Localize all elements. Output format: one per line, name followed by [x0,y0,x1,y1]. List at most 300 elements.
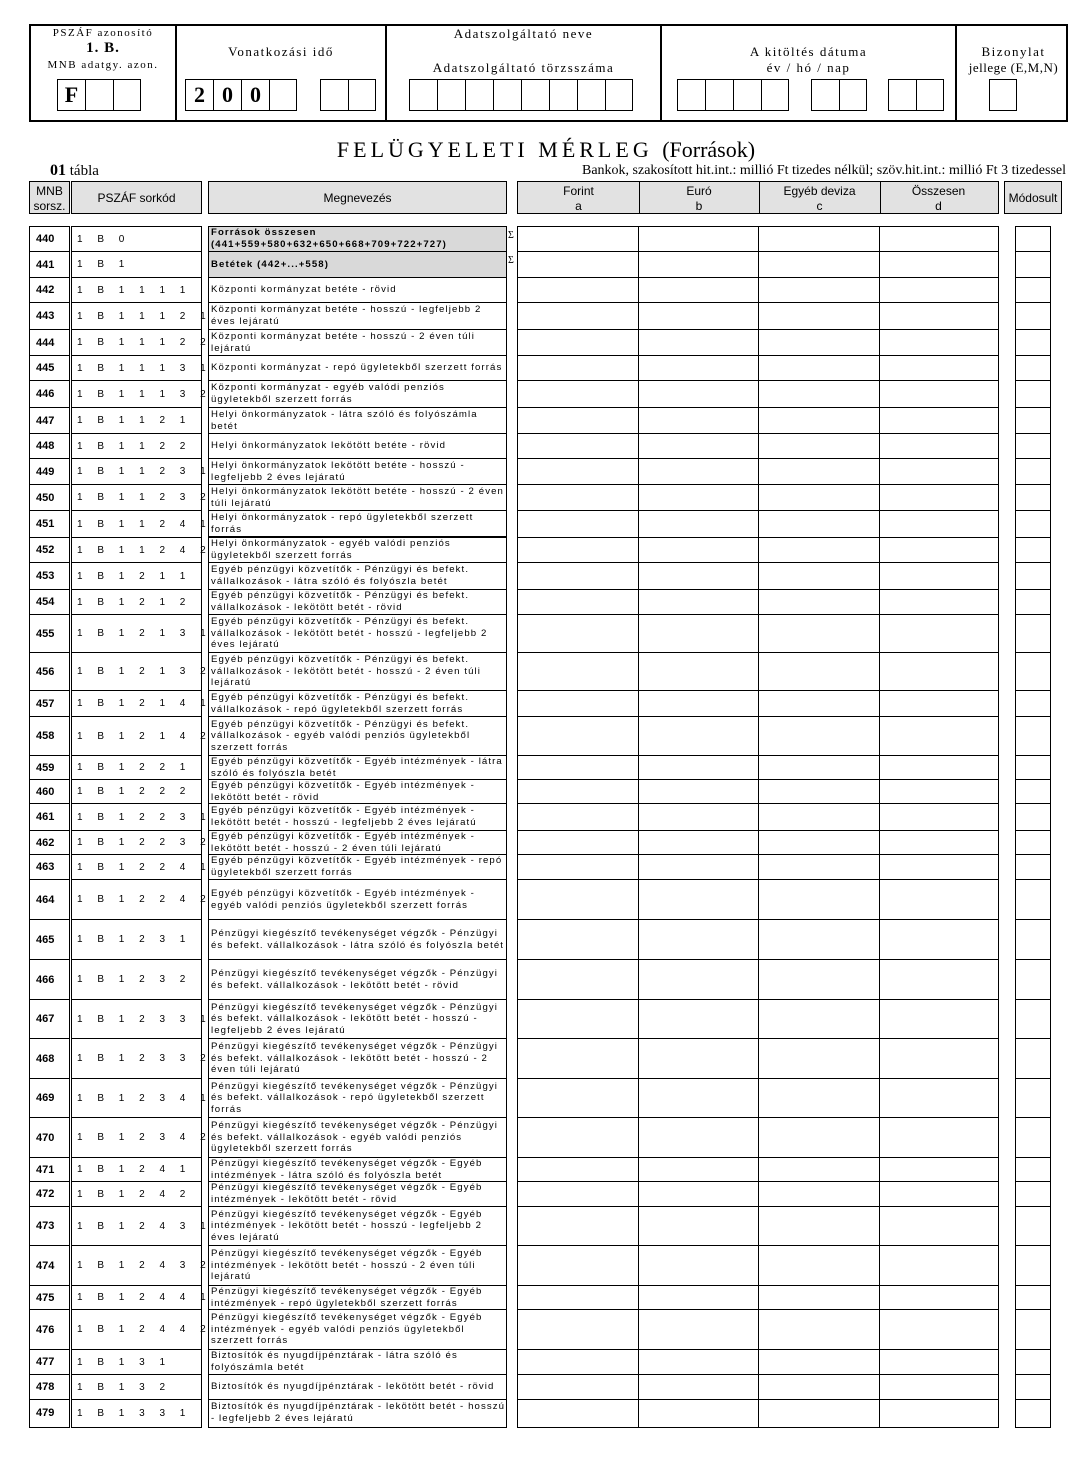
value-row[interactable] [518,563,998,590]
row-mnb [30,356,69,381]
value-row[interactable] [518,590,998,615]
col-megnevezes-label: Megnevezés [323,191,392,205]
megnevezes-text: Pénzügyi kiegészítő tevékenységet végzők - Pénzügyi és befekt. vállalkozások - egyéb valódi penziós ügyletekből szerzett forrás [211,1120,499,1155]
row-mnb [30,590,69,615]
col-pszaf-label: PSZÁF sorkód [97,191,176,205]
row-code [72,1039,212,1079]
mnb-sorsz: 440 [36,233,55,245]
megnevezes-text: Pénzügyi kiegészítő tevékenységet végzők - Egyéb intézmények - lekötött betét - hosszú - legfeljebb 2 éves lejáratú [211,1208,483,1243]
modosult-cell[interactable] [1016,1118,1050,1158]
row-name [209,459,506,485]
torzsszam-cell[interactable] [605,79,633,111]
row-mnb [30,1039,69,1079]
row-name [209,756,506,780]
row-code [72,356,212,381]
megnevezes-text: Egyéb pénzügyi közvetítők - Egyéb intézmények - lekötött betét - hosszú - 2 éven túli lejáratú [211,831,475,854]
col-header-megnevezes [208,181,507,214]
adatszolgaltato-neve-label: Adatszolgáltató neve [453,26,594,41]
pszaf-sorkod: 1 B 1 1 2 3 2 [77,492,212,503]
value-row[interactable] [518,960,998,1000]
megnevezes-text: Helyi önkormányzatok - egyéb valódi penziós ügyletekből szerzett forrás [211,538,451,561]
row-name [209,538,506,563]
mnb-sorsz: 465 [36,933,55,946]
mnb-sorsz: 472 [36,1188,55,1200]
row-name [209,590,506,615]
pszaf-sorkod: 1 B 1 2 1 2 [77,596,192,608]
nap-cell[interactable] [888,79,916,111]
mnb-sorsz: 450 [36,491,55,504]
modosult-cell[interactable] [1016,1158,1050,1182]
torzsszam-cell[interactable] [409,79,437,111]
modosult-cell[interactable] [1016,538,1050,563]
pszaf-sorkod: 1 B 1 2 4 1 [77,1164,192,1175]
row-name [209,1079,506,1118]
torzsszam-cells [409,79,633,111]
mnb-sorsz: 461 [36,811,55,823]
megnevezes-text: Pénzügyi kiegészítő tevékenységet végzők - Pénzügyi és befekt. vállalkozások - látra szóló és folyószla betét [211,927,505,951]
megnevezes-text: Pénzügyi kiegészítő tevékenységet végzők - Egyéb intézmények - lekötött betét - hosszú - 2 éven túli lejáratú [211,1248,483,1283]
modosult-cell[interactable] [1016,408,1050,434]
mnb-column [29,226,70,1428]
row-code [72,1182,201,1207]
megnevezes-text: Források összesen (441+559+580+632+650+668+709+722+727) [211,227,447,250]
row-code [72,485,212,511]
row-code [72,1079,212,1118]
row-code [72,278,201,303]
row-mnb [30,227,69,252]
modosult-column [1015,226,1051,1428]
row-name [209,1000,506,1039]
row-code [72,252,201,278]
col-euro [639,182,760,213]
pszaf-sorkod: 1 B 1 2 4 4 2 [77,1324,212,1335]
mnb-sorsz: 447 [36,414,55,427]
megnevezes-text: Egyéb pénzügyi közvetítők - Pénzügyi és befekt. vállalkozások - lekötött betét - hosszú - legfeljebb 2 éves lejáratú [211,616,488,651]
row-mnb [30,880,69,920]
torzsszam-cell[interactable] [549,79,577,111]
megnevezes-text: Egyéb pénzügyi közvetítők - Egyéb intézmények - lekötött betét - rövid [211,780,475,803]
values-grid [517,226,999,1428]
mnb-cell[interactable]: F [57,79,85,111]
mnb-sorsz: 469 [36,1092,55,1104]
modosult-cell[interactable] [1016,691,1050,717]
row-mnb [30,855,69,880]
row-name [209,1350,506,1375]
row-code [72,459,212,485]
pszaf-sorkod: 1 B 1 2 4 2 [77,1188,192,1200]
modosult-cell[interactable] [1016,756,1050,780]
row-name [209,615,506,653]
mnb-sorsz: 471 [36,1163,55,1176]
row-code [72,1118,212,1158]
row-code [72,615,212,653]
value-row[interactable] [518,278,998,303]
modosult-cell[interactable] [1016,459,1050,485]
value-row[interactable] [518,485,998,511]
value-row[interactable] [518,756,998,780]
megnevezes-text: Helyi önkormányzatok lekötött betéte - hosszú - 2 éven túli lejáratú [211,485,504,509]
modosult-cell[interactable] [1016,1286,1050,1310]
row-mnb [30,1350,69,1375]
sigma-mark: Σ [508,230,514,241]
date-cell[interactable]: 0 [213,79,241,111]
row-name [209,1182,506,1207]
row-mnb [30,756,69,780]
megnevezes-text: Pénzügyi kiegészítő tevékenységet végzők - Egyéb intézmények - repó ügyletekből szerzett forrás [211,1286,483,1309]
value-row[interactable] [518,780,998,804]
value-row[interactable] [518,1375,998,1400]
mnb-sorsz: 462 [36,836,55,849]
row-code [72,408,201,434]
value-row[interactable] [518,804,998,831]
row-mnb [30,1118,69,1158]
megnevezes-text: Helyi önkormányzatok lekötött betéte - hosszú - legfeljebb 2 éves lejáratú [211,459,465,483]
megnevezes-text: Pénzügyi kiegészítő tevékenységet végzők - Pénzügyi és befekt. vállalkozások - repó ügyletekből szerzett forrás [211,1080,499,1115]
value-row[interactable] [518,1350,998,1375]
row-name [209,804,506,831]
pszaf-sorkod: 1 B 1 2 2 4 2 [77,894,212,905]
pszaf-sorkod: 1 B 1 2 2 4 1 [77,861,212,873]
vonatkozasi-cells-2 [320,79,376,111]
mnb-sorsz: 444 [36,336,55,349]
modosult-cell[interactable] [1016,563,1050,590]
date-cell[interactable] [320,79,348,111]
row-mnb [30,408,69,434]
col-egyeb [759,182,881,213]
col-forint-label: Forint [563,184,594,198]
value-row[interactable] [518,1286,998,1310]
value-row[interactable] [518,691,998,717]
value-row[interactable] [518,434,998,459]
mnb-sorsz: 466 [36,973,55,986]
row-mnb [30,330,69,356]
nap-cell[interactable] [916,79,944,111]
value-row[interactable] [518,381,998,408]
megnevezes-text: Betétek (442+...+558) [211,258,330,270]
row-mnb [30,252,69,278]
row-mnb [30,920,69,960]
row-mnb [30,717,69,756]
modosult-cell[interactable] [1016,330,1050,356]
modosult-cell[interactable] [1016,381,1050,408]
kitoltes-datuma-label: A kitöltés dátuma [749,44,868,59]
pszaf-sorkod: 1 B 1 2 2 3 1 [77,811,212,823]
date-cell[interactable] [348,79,376,111]
pszaf-sorkod: 1 B 1 [77,259,131,270]
row-name [209,511,506,538]
row-code [72,381,212,408]
megnevezes-text: Egyéb pénzügyi közvetítők - Pénzügyi és befekt. vállalkozások - lekötött betét - hosszú - 2 éven túli lejáratú [211,654,481,689]
row-name [209,1375,506,1400]
pszaf-sorkod: 1 B 1 1 1 2 2 [77,337,212,348]
row-name [209,563,506,590]
row-mnb [30,1182,69,1207]
pszaf-sorkod: 1 B 1 2 3 3 2 [77,1053,212,1064]
row-code [72,1375,201,1400]
row-name [209,278,506,303]
title-main: FELÜGYELETI MÉRLEG [336,137,653,162]
modosult-cell[interactable] [1016,1207,1050,1246]
modosult-cell[interactable] [1016,434,1050,459]
row-mnb [30,1000,69,1039]
modosult-cell[interactable] [1016,1310,1050,1350]
row-mnb [30,960,69,1000]
modosult-cell[interactable] [1016,831,1050,855]
mnb-sorsz: 449 [36,465,55,478]
row-mnb [30,1158,69,1182]
mnb-sorsz: 459 [36,761,55,774]
torzsszam-cell[interactable] [437,79,465,111]
row-code [72,330,212,356]
pszaf-sorkod: 1 B 1 1 2 2 [77,440,192,452]
value-row[interactable] [518,831,998,855]
pszaf-sorkod: 1 B 1 1 1 1 [77,284,192,296]
modosult-cell[interactable] [1016,1000,1050,1039]
value-row[interactable] [518,1000,998,1039]
header-box [29,24,1068,122]
row-name [209,1400,506,1426]
value-row[interactable] [518,880,998,920]
value-row[interactable] [518,252,998,278]
value-row[interactable] [518,356,998,381]
col-header-pszaf [71,181,202,214]
row-mnb [30,1310,69,1350]
megnevezes-column [208,226,507,1428]
megnevezes-text: Helyi önkormányzatok - látra szóló és folyószámla betét [211,408,478,432]
col-header-modosult [1004,181,1062,214]
megnevezes-text: Központi kormányzat betéte - hosszú - 2 éven túli lejáratú [211,330,476,354]
row-code [72,756,201,780]
row-mnb [30,780,69,804]
mnb-sorsz: 456 [36,665,55,678]
row-mnb [30,511,69,538]
value-row[interactable] [518,511,998,538]
value-row[interactable] [518,653,998,691]
row-code [72,563,201,590]
modosult-cell[interactable] [1016,590,1050,615]
modosult-cell[interactable] [1016,855,1050,880]
row-name [209,691,506,717]
value-row[interactable] [518,920,998,960]
modosult-cell[interactable] [1016,511,1050,538]
modosult-cell[interactable] [1016,804,1050,831]
value-row[interactable] [518,459,998,485]
ev-cell[interactable] [733,79,761,111]
torzsszam-cell[interactable] [521,79,549,111]
row-name [209,303,506,330]
pszaf-sorkod: 1 B 1 1 2 1 [77,415,192,426]
pszaf-column [71,226,212,1428]
ho-cell[interactable] [839,79,867,111]
date-cell[interactable]: 2 [185,79,213,111]
value-row[interactable] [518,1400,998,1426]
mnb-sorsz: 446 [36,388,55,400]
pszaf-sorkod: 1 B 1 2 2 3 2 [77,837,212,848]
modosult-cell[interactable] [1016,303,1050,330]
row-code [72,227,201,252]
modosult-cell[interactable] [1016,1039,1050,1079]
row-mnb [30,1375,69,1400]
row-mnb [30,1246,69,1286]
torzsszam-cell[interactable] [493,79,521,111]
mnb-adatgy-label: MNB adatgy. azon. [47,59,159,71]
row-mnb [30,1207,69,1246]
ev-cell[interactable] [761,79,789,111]
value-row[interactable] [518,408,998,434]
modosult-cell[interactable] [1016,1079,1050,1118]
pszaf-sorkod: 1 B 1 1 1 3 2 [77,388,212,400]
mnb-cell[interactable] [85,79,113,111]
torzsszam-cell[interactable] [577,79,605,111]
pszaf-sorkod: 1 B 1 2 3 3 1 [77,1013,212,1025]
modosult-cell[interactable] [1016,1182,1050,1207]
modosult-cell[interactable] [1016,1400,1050,1426]
col-euro-sub: b [695,199,703,213]
pszaf-sorkod: 1 B 1 1 1 3 1 [77,362,212,374]
col-header-values [517,181,999,214]
row-mnb [30,615,69,653]
row-mnb [30,278,69,303]
row-code [72,717,212,756]
jellege-cells [989,79,1017,111]
mnb-sorsz: 441 [36,258,55,271]
mnb-sorsz: 458 [36,730,55,742]
row-code [72,691,212,717]
value-row[interactable] [518,1182,998,1207]
mnb-sorsz: 463 [36,861,55,873]
date-cell[interactable]: 0 [241,79,269,111]
col-mnb-l1: MNB [36,184,63,198]
mnb-sorsz: 478 [36,1381,55,1393]
megnevezes-text: Pénzügyi kiegészítő tevékenységet végzők - Pénzügyi és befekt. vállalkozások - lekötött betét - hosszú - 2 éven túli lejáratú [211,1041,499,1076]
modosult-cell[interactable] [1016,356,1050,381]
col-header-mnb [29,181,70,214]
sigma-mark: Σ [508,255,514,266]
modosult-cell[interactable] [1016,653,1050,691]
row-mnb [30,381,69,408]
value-row[interactable] [518,717,998,756]
col-osszesen [880,182,997,213]
row-mnb [30,1400,69,1426]
ho-cell[interactable] [811,79,839,111]
row-code [72,831,212,855]
row-code [72,804,212,831]
row-mnb [30,434,69,459]
pszaf-sorkod: 1 B 1 2 2 1 [77,762,192,773]
megnevezes-text: Helyi önkormányzatok lekötött betéte - rövid [211,440,447,452]
row-code [72,880,212,920]
ev-cell[interactable] [705,79,733,111]
modosult-cell[interactable] [1016,278,1050,303]
row-name [209,1286,506,1310]
value-row[interactable] [518,1158,998,1182]
value-row[interactable] [518,538,998,563]
row-name [209,653,506,691]
ev-cell[interactable] [677,79,705,111]
row-name [209,408,506,434]
mnb-sorsz: 455 [36,627,55,640]
value-row[interactable] [518,303,998,330]
value-row[interactable] [518,615,998,653]
page-title [0,137,1092,163]
value-row[interactable] [518,855,998,880]
megnevezes-text: Egyéb pénzügyi közvetítők - Pénzügyi és befekt. vállalkozások - repó ügyletekből szerzett forrás [211,691,470,715]
pszaf-sorkod: 1 B 1 1 2 4 1 [77,518,212,530]
value-row[interactable] [518,227,998,252]
modosult-cell[interactable] [1016,717,1050,756]
vonatkozasi-ido-label: Vonatkozási idő [228,44,334,59]
value-row[interactable] [518,1118,998,1158]
row-name [209,330,506,356]
pszaf-sorkod: 1 B 1 2 1 3 2 [77,666,212,677]
modosult-cell[interactable] [1016,252,1050,278]
megnevezes-text: Központi kormányzat betéte - rövid [211,284,397,296]
date-cell[interactable] [269,79,297,111]
units-note: Bankok, szakosított hit.int.: millió Ft tizedes nélkül; szöv.hit.int.: millió Ft 3 tizedessel [581,163,1066,178]
modosult-cell[interactable] [1016,960,1050,1000]
row-mnb [30,485,69,511]
modosult-cell[interactable] [1016,920,1050,960]
row-code [72,653,212,691]
value-row[interactable] [518,1039,998,1079]
modosult-cell[interactable] [1016,1375,1050,1400]
mnb-sorsz: 475 [36,1291,55,1304]
mnb-sorsz: 468 [36,1052,55,1065]
kitoltes-nap-cells [888,79,944,111]
col-egyeb-label: Egyéb deviza [783,184,856,198]
value-row[interactable] [518,1310,998,1350]
pszaf-sorkod: 1 B 0 [77,233,131,245]
modosult-cell[interactable] [1016,615,1050,653]
modosult-cell[interactable] [1016,227,1050,252]
megnevezes-text: Pénzügyi kiegészítő tevékenységet végzők - Egyéb intézmények - látra szóló és folyószla betét [211,1158,483,1181]
row-code [72,303,212,330]
row-mnb [30,691,69,717]
megnevezes-text: Egyéb pénzügyi közvetítők - Egyéb intézmények - látra szóló és folyószla betét [211,756,503,779]
col-osszesen-sub: d [935,199,942,213]
row-name [209,1246,506,1286]
row-name [209,855,506,880]
mnb-sorsz: 454 [36,596,55,608]
col-mnb-l2: sorsz. [33,199,66,213]
bizonylat-label: Bizonylat [981,44,1046,59]
modosult-cell[interactable] [1016,1246,1050,1286]
ev-ho-nap-label: év / hó / nap [766,60,851,75]
value-row[interactable] [518,1207,998,1246]
pszaf-sorkod: 1 B 1 2 1 4 2 [77,730,212,742]
row-name [209,831,506,855]
jellege-cell[interactable] [989,79,1017,111]
torzsszam-cell[interactable] [465,79,493,111]
modosult-cell[interactable] [1016,485,1050,511]
megnevezes-text: Egyéb pénzügyi közvetítők - Egyéb intézmények - repó ügyletekből szerzett forrás [211,855,503,878]
row-name [209,434,506,459]
col-euro-label: Euró [686,184,712,198]
modosult-cell[interactable] [1016,1350,1050,1375]
modosult-cell[interactable] [1016,780,1050,804]
title-sub: (Források) [662,137,756,162]
row-name [209,1207,506,1246]
row-name [209,880,506,920]
row-code [72,1310,212,1350]
value-row[interactable] [518,330,998,356]
col-osszesen-label: Összesen [911,184,966,198]
modosult-cell[interactable] [1016,880,1050,920]
value-row[interactable] [518,1079,998,1118]
mnb-cell[interactable] [113,79,141,111]
header-separator [175,26,177,120]
value-row[interactable] [518,1246,998,1286]
